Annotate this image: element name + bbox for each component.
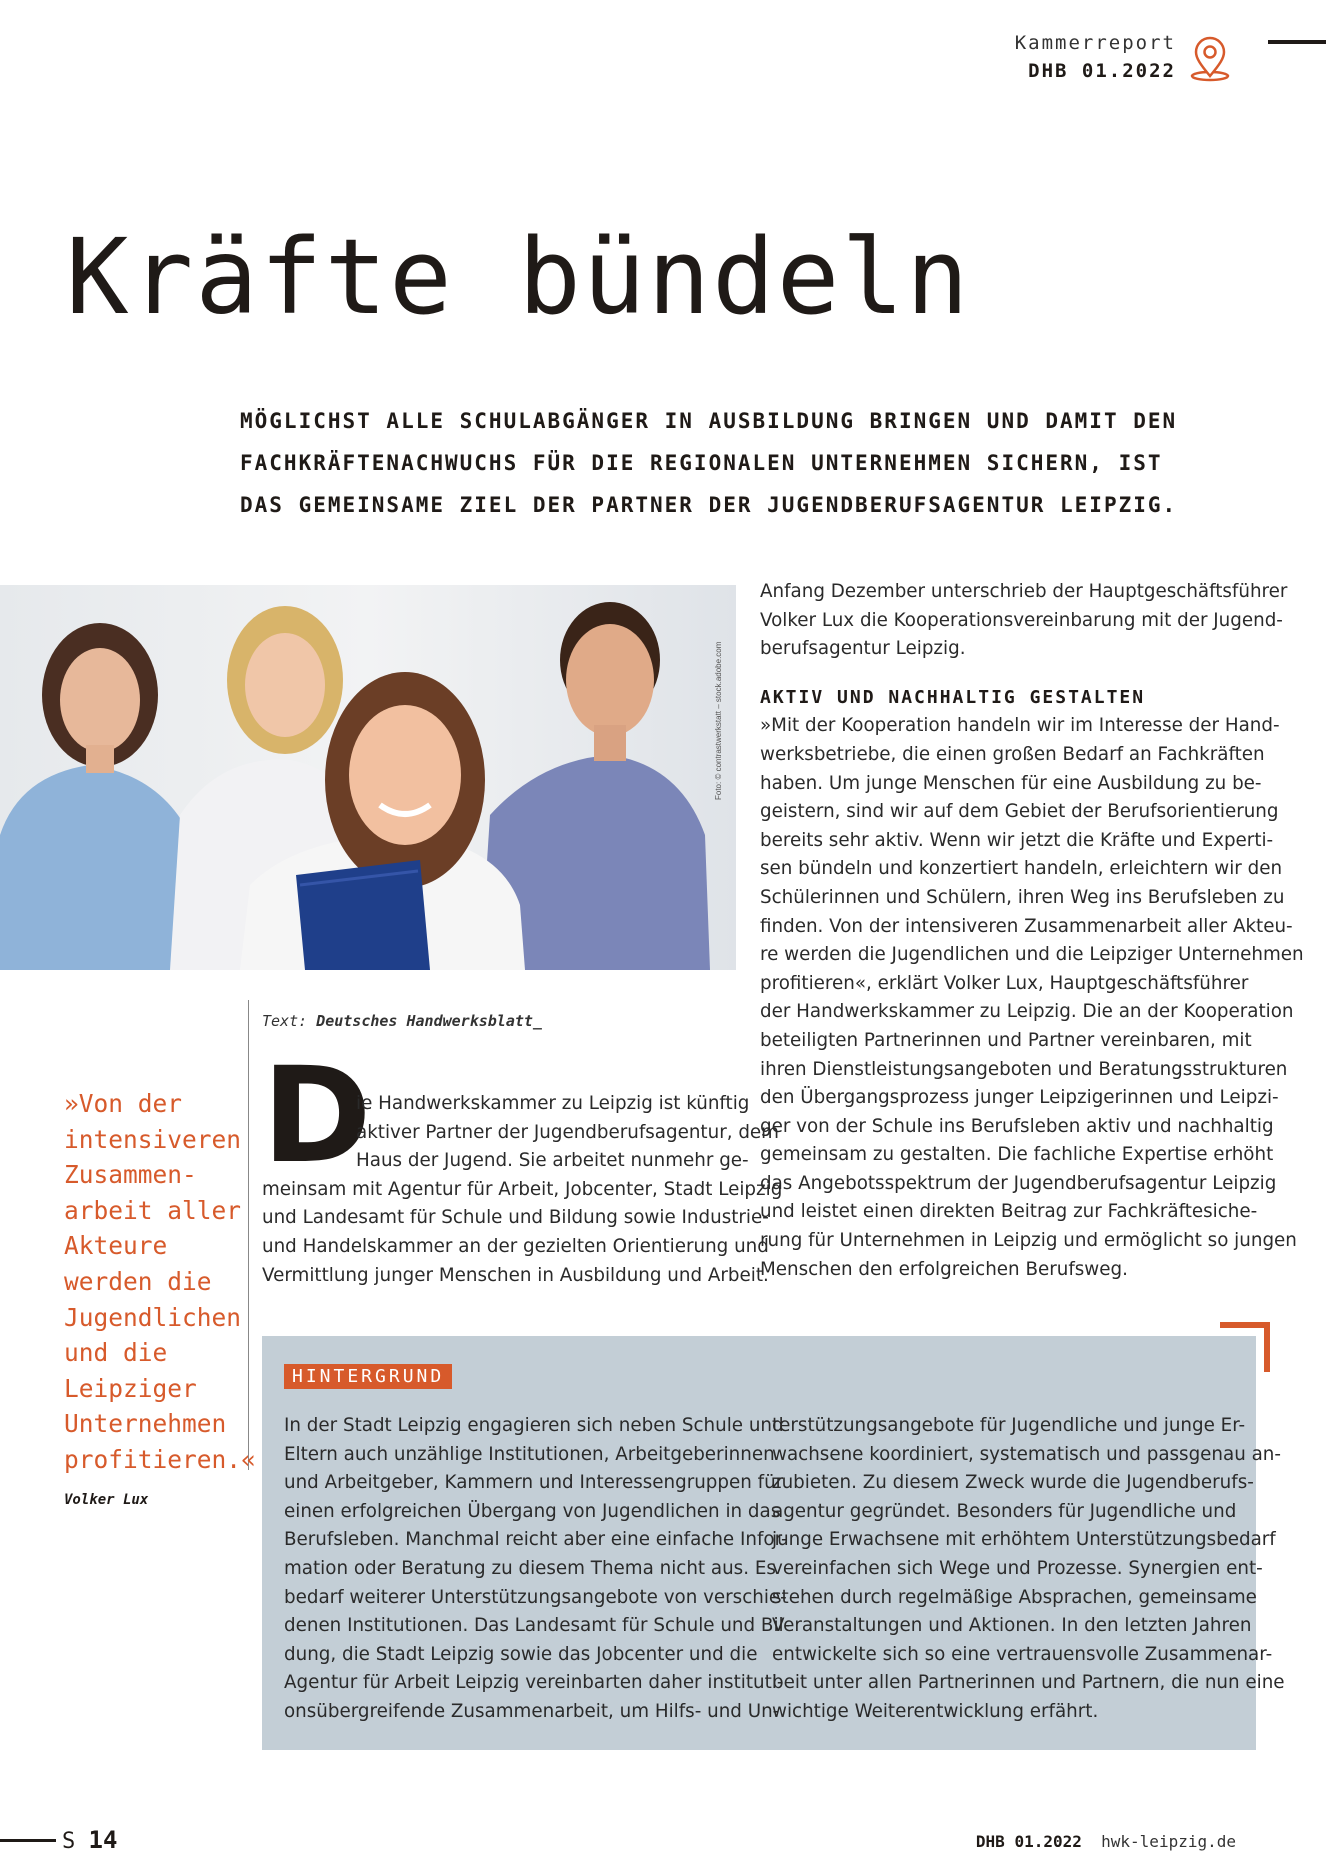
page-prefix: S bbox=[62, 1829, 76, 1854]
body-line: re werden die Jugendlichen und die Leipziger Unternehmen bbox=[760, 944, 1304, 966]
quote-line: »Von der bbox=[64, 1089, 183, 1118]
body-line: das Angebotsspektrum der Jugendberufsagentur Leipzig bbox=[760, 1172, 1277, 1194]
box-line: mation oder Beratung zu diesem Thema nicht aus. Es bbox=[284, 1557, 776, 1579]
body-line: »Mit der Kooperation handeln wir im Interesse der Hand- bbox=[760, 715, 1280, 737]
text-credit-author: Deutsches Handwerksblatt_ bbox=[316, 1012, 542, 1030]
quote-line: profitieren.« bbox=[64, 1444, 256, 1474]
intro-line: ie Handwerkskammer zu Leipzig ist künftig bbox=[356, 1093, 750, 1114]
body-line: sen bündeln und konzertiert handeln, erleichtern wir den bbox=[760, 858, 1283, 880]
body-line: der Handwerkskammer zu Leipzig. Die an der Kooperation bbox=[760, 1001, 1294, 1023]
quote-line: Jugendlichen bbox=[64, 1302, 242, 1332]
lead-line: FACHKRÄFTENACHWUCHS FÜR DIE REGIONALEN UNTERNEHMEN SICHERN, IST bbox=[240, 451, 1163, 475]
box-line: einen erfolgreichen Übergang von Jugendlichen in das bbox=[284, 1500, 781, 1522]
intro-line: und Handelskammer an der gezielten Orientierung und bbox=[262, 1235, 769, 1257]
body-line: und leistet einen direkten Beitrag zur Fachkräftesiche- bbox=[760, 1201, 1258, 1223]
box-corner-accent bbox=[1220, 1322, 1270, 1328]
body-line: werksbetriebe, die einen großen Bedarf an Fachkräften bbox=[760, 743, 1265, 765]
quote-line: Unternehmen bbox=[64, 1409, 227, 1439]
intro-line: meinsam mit Agentur für Arbeit, Jobcenter, Stadt Leipzig bbox=[262, 1178, 783, 1200]
box-line: agentur gegründet. Besonders für Jugendliche und bbox=[772, 1500, 1237, 1522]
quote-line: Akteure bbox=[64, 1231, 168, 1261]
box-line: Veranstaltungen und Aktionen. In den letzten Jahren bbox=[772, 1615, 1252, 1637]
body-line: ihren Dienstleistungsangeboten und Beratungsstrukturen bbox=[760, 1058, 1288, 1080]
body-line: rung für Unternehmen in Leipzig und ermöglicht so jungen bbox=[760, 1230, 1297, 1252]
intro-line: aktiver Partner der Jugendberufsagentur, dem bbox=[356, 1121, 779, 1143]
box-line: dung, die Stadt Leipzig sowie das Jobcenter und die bbox=[284, 1643, 758, 1665]
lead-paragraph bbox=[240, 400, 1178, 526]
box-line: In der Stadt Leipzig engagieren sich neben Schule und bbox=[284, 1415, 784, 1436]
page-number bbox=[62, 1826, 117, 1854]
box-line: denen Institutionen. Das Landesamt für Schule und Bil- bbox=[284, 1615, 791, 1637]
box-line: beit unter allen Partnerinnen und Partnern, die nun eine bbox=[772, 1672, 1285, 1694]
pull-quote bbox=[64, 1086, 264, 1478]
body-line: Schülerinnen und Schülern, ihren Weg ins Berufsleben zu bbox=[760, 886, 1285, 908]
quote-line: werden die bbox=[64, 1266, 212, 1296]
box-line: onsübergreifende Zusammenarbeit, um Hilfs- und Un- bbox=[284, 1700, 780, 1722]
lead-line: DAS GEMEINSAME ZIEL DER PARTNER DER JUGENDBERUFSAGENTUR LEIPZIG. bbox=[240, 493, 1178, 517]
text-credit-prefix: Text: bbox=[262, 1012, 317, 1030]
footer-rule bbox=[0, 1839, 56, 1842]
photo-credit: Foto: © contrastwerkstatt – stock.adobe.com bbox=[714, 641, 723, 800]
body-line: ger von der Schule ins Berufsleben aktiv und nachhaltig bbox=[760, 1115, 1274, 1137]
body-line: Anfang Dezember unterschrieb der Hauptgeschäftsführer bbox=[760, 581, 1288, 602]
footer-info bbox=[976, 1832, 1236, 1851]
box-line: Agentur für Arbeit Leipzig vereinbarten daher instituti- bbox=[284, 1672, 784, 1694]
location-pin-icon bbox=[1188, 36, 1232, 82]
footer-issue: DHB 01.2022 bbox=[975, 1832, 1082, 1851]
quote-author: Volker Lux bbox=[64, 1492, 149, 1508]
box-line: vereinfachen sich Wege und Prozesse. Synergien ent- bbox=[772, 1557, 1263, 1579]
box-line: Eltern auch unzählige Institutionen, Arbeitgeberinnen bbox=[284, 1443, 775, 1465]
box-line: bedarf weiterer Unterstützungsangebote von verschie- bbox=[284, 1586, 787, 1608]
body-line: Menschen den erfolgreichen Berufsweg. bbox=[760, 1258, 1128, 1280]
box-line: wichtige Weiterentwicklung erfährt. bbox=[772, 1700, 1099, 1722]
intro-line: und Landesamt für Schule und Bildung sowie Industrie- bbox=[262, 1207, 769, 1229]
issue-label: DHB 01.2022 bbox=[1028, 60, 1176, 82]
text-credit bbox=[262, 1012, 542, 1030]
box-line: und Arbeitgeber, Kammern und Interessengruppen für bbox=[284, 1472, 784, 1494]
subheading: AKTIV UND NACHHALTIG GESTALTEN bbox=[760, 686, 1146, 708]
body-line: berufsagentur Leipzig. bbox=[760, 638, 966, 660]
quote-line: Leipziger bbox=[64, 1373, 197, 1403]
drop-cap: D bbox=[262, 1039, 372, 1193]
headline: Kräfte bündeln bbox=[66, 216, 971, 338]
box-right-column bbox=[772, 1412, 1285, 1727]
box-line: terstützungsangebote für Jugendliche und junge Er- bbox=[772, 1415, 1246, 1436]
body-line: den Übergangsprozess junger Leipzigerinnen und Leipzi- bbox=[760, 1087, 1279, 1109]
quote-line: und die bbox=[64, 1338, 168, 1368]
box-corner-accent bbox=[1264, 1322, 1270, 1372]
intro-line: Vermittlung junger Menschen in Ausbildung und Arbeit. bbox=[262, 1264, 769, 1286]
intro-paragraph bbox=[262, 1090, 783, 1290]
box-left-column bbox=[284, 1412, 791, 1727]
box-line: zubieten. Zu diesem Zweck wurde die Jugendberufs- bbox=[772, 1472, 1254, 1494]
header-rule bbox=[1268, 40, 1326, 44]
body-line: haben. Um junge Menschen für eine Ausbildung zu be- bbox=[760, 772, 1262, 794]
body-line: beteiligten Partnerinnen und Partner vereinbaren, mit bbox=[760, 1029, 1252, 1051]
body-line: bereits sehr aktiv. Wenn wir jetzt die Kräfte und Experti- bbox=[760, 829, 1274, 851]
quote-line: intensiveren bbox=[64, 1124, 242, 1154]
right-column bbox=[760, 578, 1304, 1284]
body-line: finden. Von der intensiveren Zusammenarbeit aller Akteu- bbox=[760, 915, 1293, 937]
quote-line: Zusammen- bbox=[64, 1160, 197, 1190]
body-line: geistern, sind wir auf dem Gebiet der Berufsorientierung bbox=[760, 801, 1279, 823]
lead-line: MÖGLICHST ALLE SCHULABGÄNGER IN AUSBILDUNG BRINGEN UND DAMIT DEN bbox=[240, 409, 1178, 433]
box-tag: HINTERGRUND bbox=[284, 1364, 452, 1389]
intro-line: Haus der Jugend. Sie arbeitet nunmehr ge- bbox=[356, 1150, 749, 1172]
body-line: profitieren«, erklärt Volker Lux, Hauptgeschäftsführer bbox=[760, 972, 1249, 994]
box-line: wachsene koordiniert, systematisch und passgenau an- bbox=[772, 1443, 1281, 1465]
team-photo bbox=[0, 585, 736, 970]
section-label: Kammerreport bbox=[1014, 32, 1176, 54]
box-line: entwickelte sich so eine vertrauensvolle Zusammenar- bbox=[772, 1643, 1273, 1665]
quote-line: arbeit aller bbox=[64, 1195, 242, 1225]
box-line: stehen durch regelmäßige Absprachen, gemeinsame bbox=[772, 1586, 1257, 1608]
page-number-value: 14 bbox=[88, 1826, 118, 1854]
footer-site: hwk-leipzig.de bbox=[1101, 1832, 1236, 1851]
box-line: junge Erwachsene mit erhöhtem Unterstützungsbedarf bbox=[772, 1529, 1276, 1551]
box-line: Berufsleben. Manchmal reicht aber eine einfache Infor- bbox=[284, 1529, 788, 1551]
body-line: Volker Lux die Kooperationsvereinbarung mit der Jugend- bbox=[760, 609, 1283, 631]
body-line: gemeinsam zu gestalten. Die fachliche Expertise erhöht bbox=[760, 1144, 1274, 1166]
